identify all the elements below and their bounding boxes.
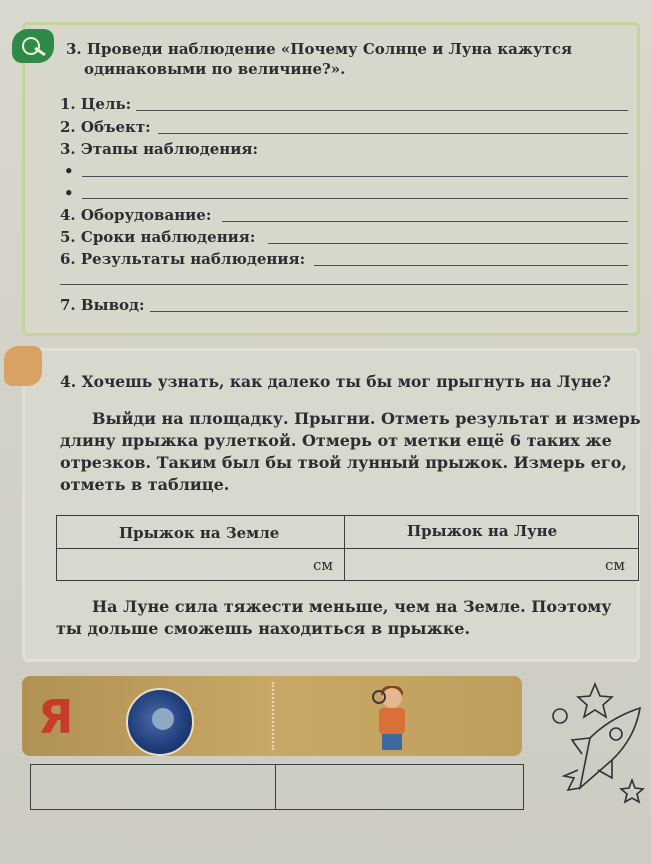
globe-moon-icon xyxy=(126,688,194,756)
task4-badge-icon xyxy=(4,346,42,386)
object-label: 2. Объект: xyxy=(60,118,151,136)
logo-letter: Я xyxy=(38,690,74,744)
rocket-icon xyxy=(540,678,650,808)
earth-jump-unit[interactable]: см xyxy=(313,556,334,574)
stage2-line[interactable] xyxy=(82,198,628,199)
goal-line[interactable] xyxy=(136,110,628,111)
child-explorer-icon xyxy=(372,684,412,754)
equipment-line[interactable] xyxy=(222,221,628,222)
task4-para1-line1: Выйди на площадку. Прыгни. Отметь результат и измерь xyxy=(92,409,641,428)
jump-table xyxy=(56,515,639,581)
stage-bullet-1: • xyxy=(64,162,74,180)
results-line[interactable] xyxy=(314,265,628,266)
task3-title-line2: одинаковыми по величине?». xyxy=(84,60,346,78)
task4-para1-line3: отрезков. Таким был бы твой лунный прыжок. Измерь его, xyxy=(60,453,627,472)
conclusion-line[interactable] xyxy=(150,311,628,312)
results-line-2[interactable] xyxy=(60,284,628,285)
equipment-label: 4. Оборудование: xyxy=(60,206,212,224)
task4-title: 4. Хочешь узнать, как далеко ты бы мог прыгнуть на Луне? xyxy=(60,372,611,391)
task4-para1-line4: отметь в таблице. xyxy=(60,475,230,494)
stage-bullet-2: • xyxy=(64,184,74,202)
answer-box xyxy=(30,764,524,810)
goal-label: 1. Цель: xyxy=(60,95,132,113)
magnifier-badge-icon xyxy=(12,29,54,63)
stage1-line[interactable] xyxy=(82,176,628,177)
earth-jump-header: Прыжок на Земле xyxy=(119,524,280,542)
moon-jump-header: Прыжок на Луне xyxy=(407,522,558,540)
object-line[interactable] xyxy=(158,133,628,134)
task4-para1-line2: длину прыжка рулеткой. Отмерь от метки ещё 6 таких же xyxy=(60,431,612,450)
stages-label: 3. Этапы наблюдения: xyxy=(60,140,258,158)
terms-line[interactable] xyxy=(268,243,628,244)
task4-para2-line2: ты дольше сможешь находиться в прыжке. xyxy=(56,619,471,638)
moon-jump-unit[interactable]: см xyxy=(605,556,626,574)
assessment-strip xyxy=(22,676,522,756)
task3-title-line1: 3. Проведи наблюдение «Почему Солнце и Луна кажутся xyxy=(66,40,573,58)
conclusion-label: 7. Вывод: xyxy=(60,296,145,314)
task4-para2-line1: На Луне сила тяжести меньше, чем на Земле. Поэтому xyxy=(92,597,612,616)
terms-label: 5. Сроки наблюдения: xyxy=(60,228,256,246)
results-label: 6. Результаты наблюдения: xyxy=(60,250,306,268)
